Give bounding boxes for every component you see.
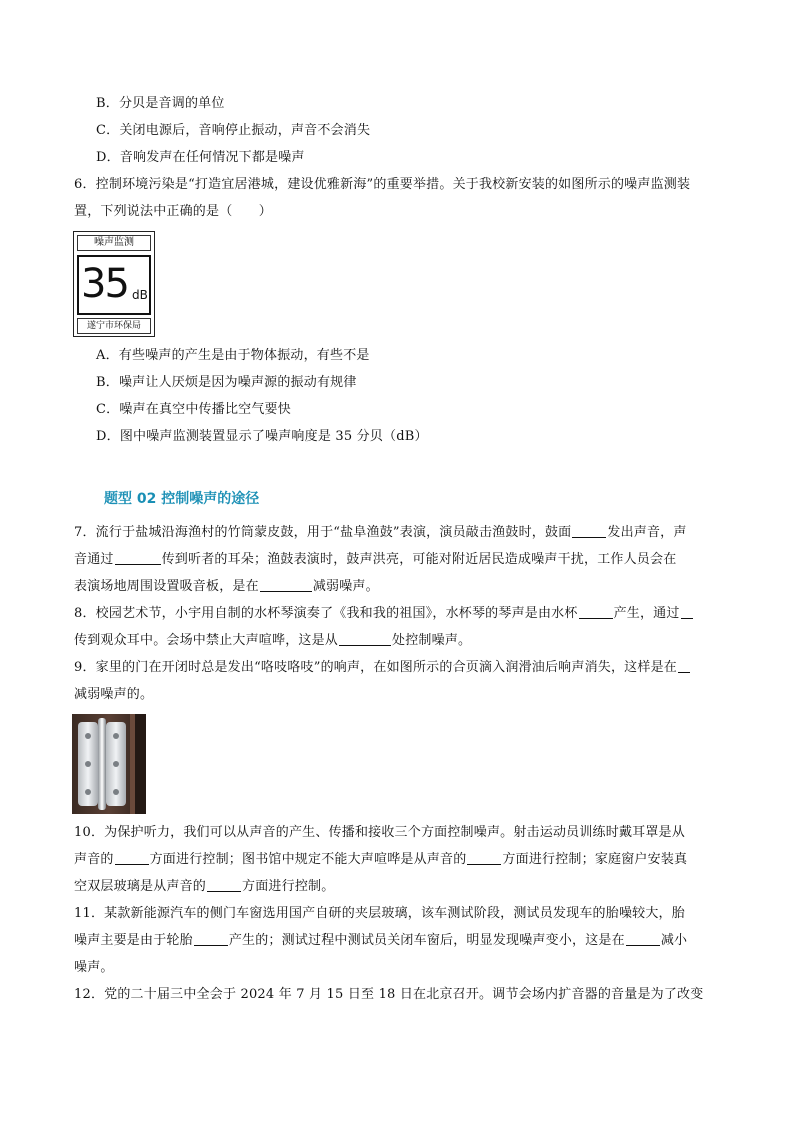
- q9-text-1: 9．家里的门在开闭时总是发出“咯吱咯吱”的响声，在如图所示的合页滴入润滑油后响声消失，这样是在: [74, 660, 677, 675]
- q10-text-3b: 方面进行控制。: [242, 879, 335, 894]
- q10-text-3a: 空双层玻璃是从声音的: [74, 879, 207, 894]
- q6-option-a: A．有些噪声的产生是由于物体振动，有些不是: [96, 348, 370, 363]
- q6-option-d: D．图中噪声监测装置显示了噪声响度是 35 分贝（dB）: [96, 429, 428, 444]
- q8-line-2: [74, 632, 471, 650]
- q8-text-1b: 产生，通过: [613, 606, 680, 621]
- q7-text-1a: 7．流行于盐城沿海渔村的竹筒蒙皮鼓，用于“盐阜渔鼓”表演，演员敲击渔鼓时，鼓面: [74, 525, 572, 540]
- answer-blank[interactable]: [678, 659, 690, 673]
- q8-text-1a: 8．校园艺术节，小宇用自制的水杯琴演奏了《我和我的祖国》，水杯琴的琴声是由水杯: [74, 606, 578, 621]
- q5-option-c: C．关闭电源后，音响停止振动，声音不会消失: [96, 123, 371, 138]
- answer-blank[interactable]: [194, 932, 228, 946]
- q10-text-2c: 方面进行控制；家庭窗户安装真: [502, 852, 688, 867]
- answer-blank[interactable]: [579, 605, 613, 619]
- q7-text-1b: 发出声音，声: [607, 525, 687, 540]
- q8-text-2b: 处控制噪声。: [392, 633, 472, 648]
- q11-text-2a: 噪声主要是由于轮胎: [74, 933, 193, 948]
- q9-line-1: [74, 659, 691, 677]
- answer-blank[interactable]: [115, 551, 161, 565]
- q6-stem-line-1: 6．控制环境污染是“打造宜居港城，建设优雅新海”的重要举措。关于我校新安装的如图所示的噪声监测装: [74, 177, 691, 192]
- q5-option-d: D．音响发声在任何情况下都是噪声: [96, 150, 305, 165]
- q5-option-b: B．分贝是音调的单位: [96, 96, 225, 111]
- q7-text-2a: 音通过: [74, 552, 114, 567]
- q6-option-c: C．噪声在真空中传播比空气要快: [96, 402, 291, 417]
- q10-text-2b: 方面进行控制；图书馆中规定不能大声喧哗是从声音的: [149, 852, 467, 867]
- answer-blank[interactable]: [626, 932, 660, 946]
- q9-line-2: 减弱噪声的。: [74, 687, 154, 702]
- q11-line-1: 11．某款新能源汽车的侧门车窗选用国产自研的夹层玻璃，该车测试阶段，测试员发现车的胎噪较大，胎: [74, 906, 685, 921]
- answer-blank[interactable]: [339, 632, 391, 646]
- answer-blank[interactable]: [207, 878, 241, 892]
- q11-line-3: 噪声。: [74, 960, 114, 975]
- q10-line-1: 10．为保护听力，我们可以从声音的产生、传播和接收三个方面控制噪声。射击运动员训练时戴耳罩是从: [74, 825, 685, 840]
- noise-monitor-display: [77, 255, 151, 315]
- answer-blank[interactable]: [681, 605, 693, 619]
- noise-monitor-title: 噪声监测: [77, 235, 151, 251]
- noise-monitor-unit: dB: [132, 288, 148, 302]
- answer-blank[interactable]: [467, 851, 501, 865]
- q6-option-b: B．噪声让人厌烦是因为噪声源的振动有规律: [96, 375, 357, 390]
- door-hinge-image: [72, 714, 146, 814]
- noise-monitor-value: 35: [81, 261, 128, 307]
- section-heading: 题型 02 控制噪声的途径: [104, 491, 260, 507]
- q7-text-2b: 传到听者的耳朵；渔鼓表演时，鼓声洪亮，可能对附近居民造成噪声干扰，工作人员会在: [161, 552, 677, 567]
- q7-line-1: [74, 524, 687, 542]
- q6-stem-line-2: 置，下列说法中正确的是（ ）: [74, 204, 273, 219]
- noise-monitor-footer: 遂宁市环保局: [77, 318, 151, 334]
- q12-line-1: 12．党的二十届三中全会于 2024 年 7 月 15 日至 18 日在北京召开。调节会场内扩音器的音量是为了改变: [74, 987, 704, 1002]
- q10-line-2: [74, 851, 687, 869]
- answer-blank[interactable]: [260, 578, 312, 592]
- q10-text-2a: 声音的: [74, 852, 114, 867]
- q11-text-2c: 减小: [660, 933, 688, 948]
- answer-blank[interactable]: [572, 524, 606, 538]
- noise-monitor-figure: [73, 231, 155, 337]
- q8-text-2a: 传到观众耳中。会场中禁止大声喧哗，这是从: [74, 633, 339, 648]
- q10-line-3: [74, 878, 334, 896]
- answer-blank[interactable]: [115, 851, 149, 865]
- q11-text-2b: 产生的；测试过程中测试员关闭车窗后，明显发现噪声变小，这是在: [228, 933, 625, 948]
- q7-line-3: [74, 578, 379, 596]
- q8-line-1: [74, 605, 694, 623]
- q11-line-2: [74, 932, 687, 950]
- q7-line-2: [74, 551, 676, 569]
- q7-text-3b: 减弱噪声。: [312, 579, 379, 594]
- q7-text-3a: 表演场地周围设置吸音板，是在: [74, 579, 259, 594]
